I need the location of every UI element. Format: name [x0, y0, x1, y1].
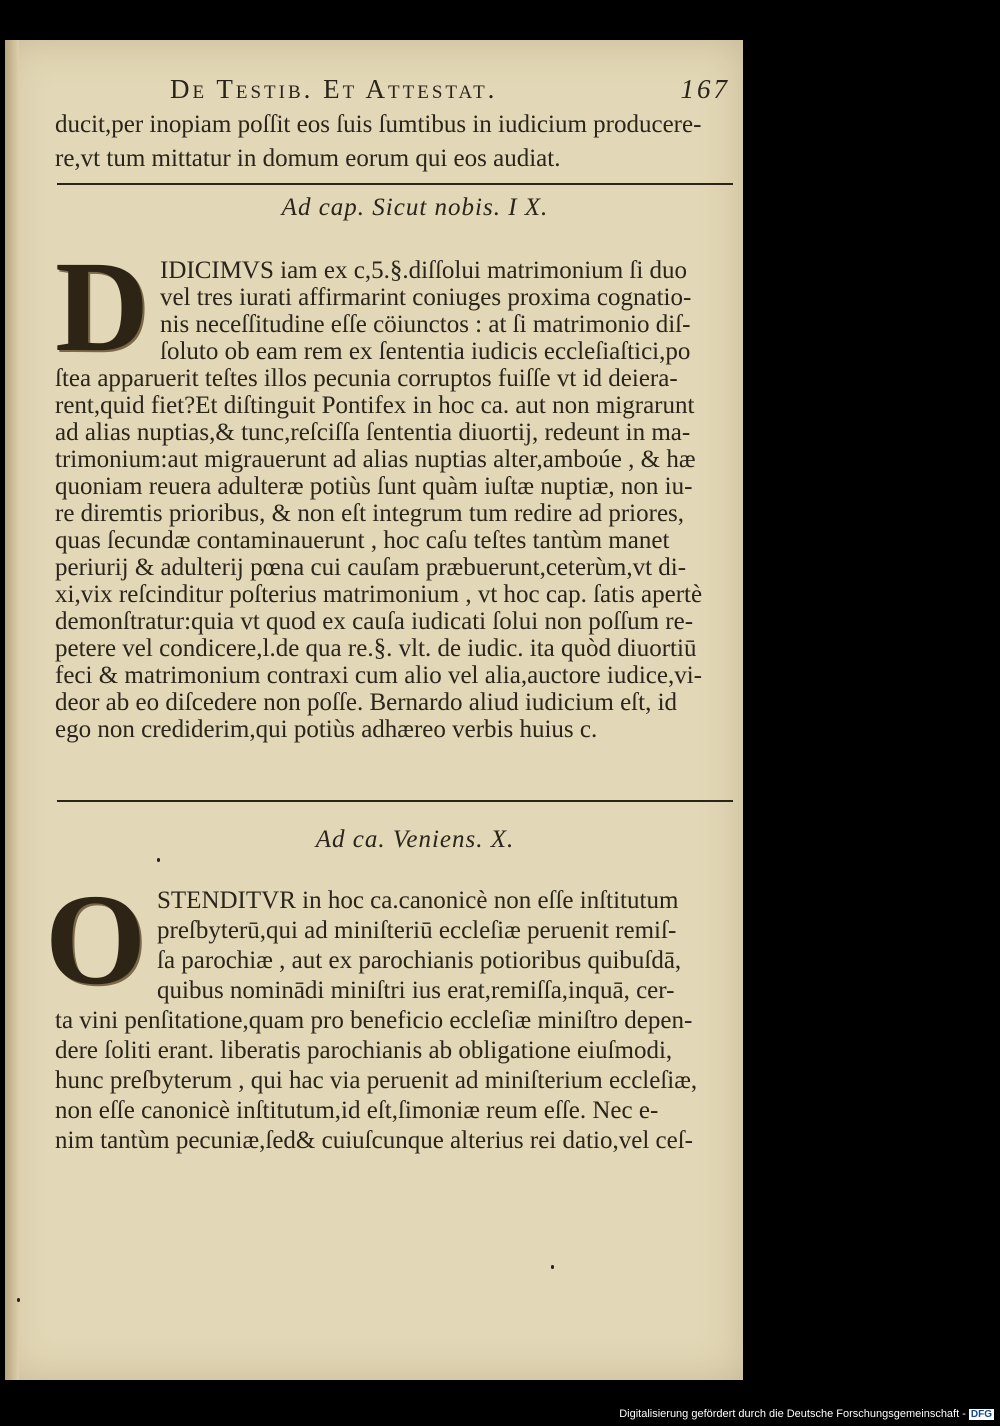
- text-line: petere vel condicere,l.de qua re.§. vlt. de iudic. ita quòd diuortiū: [55, 635, 697, 662]
- text-line: demonſtratur:quia vt quod ex cauſa iudicati ſolui non poſſum re-: [55, 608, 694, 635]
- drop-cap: O: [45, 868, 147, 1012]
- ink-speck: [551, 1265, 554, 1269]
- text-line: ſa parochiæ , aut ex parochianis potioribus quibuſdā,: [157, 947, 682, 974]
- ink-speck: [17, 1298, 20, 1302]
- text-line: dere ſoliti erant. liberatis parochianis ab obligatione eiuſmodi,: [55, 1037, 673, 1064]
- text-line: quas ſecundæ contaminauerunt , hoc caſu teſtes tantùm manet: [55, 527, 670, 554]
- text-line: STENDITVR in hoc ca.canonicè non eſſe inſtitutum: [157, 887, 679, 914]
- text-line: ad alias nuptias,& tunc,reſciſſa ſententia diuortij, redeunt in ma-: [55, 419, 691, 446]
- text-line: vel tres iurati affirmarint coniuges proxima cognatio-: [160, 284, 692, 311]
- section-heading: Ad ca. Veniens. X.: [315, 826, 515, 853]
- text-line: ſtea apparuerit teſtes illos pecunia corruptos fuiſſe vt id deiera-: [55, 365, 678, 392]
- section-rule: [57, 800, 733, 802]
- text-line: ducit,per inopiam poſſit eos ſuis ſumtibus in iudicium producere-: [55, 111, 702, 138]
- text-line: quoniam reuera adulteræ potiùs ſunt quàm iuſtæ nuptiæ, non iu-: [55, 473, 693, 500]
- text-line: xi,vix reſcinditur poſterius matrimonium , vt hoc cap. ſatis apertè: [55, 581, 703, 608]
- section-rule: [57, 183, 733, 185]
- text-line: ta vini penſitatione,quam pro beneficio eccleſiæ miniſtro depen-: [55, 1007, 693, 1034]
- text-line: ego non crediderim,qui potiùs adhæreo verbis huius c.: [55, 716, 598, 743]
- section-heading: Ad cap. Sicut nobis. I X.: [281, 194, 549, 221]
- text-line: IDICIMVS iam ex c,5.§.diſſolui matrimonium ſi duo: [160, 257, 688, 284]
- text-line: feci & matrimonium contraxi cum alio vel alia,auctore iudice,vi-: [55, 662, 702, 689]
- ink-speck: [157, 858, 160, 862]
- page-number: 167: [680, 74, 730, 104]
- text-line: re diremtis prioribus, & non eſt integrum tum redire ad priores,: [55, 500, 685, 527]
- text-line: trimonium:aut migrauerunt ad alias nuptias alter,amboúe , & hæ: [55, 446, 696, 473]
- running-header: [170, 74, 730, 110]
- dfg-logo: DFG: [970, 1409, 992, 1420]
- text-line: nis neceſſitudine eſſe cöiunctos : at ſi matrimonio diſ-: [160, 311, 691, 338]
- page-binding-edge: [5, 40, 19, 1380]
- drop-cap: D: [55, 235, 149, 379]
- text-line: quibus nominādi miniſtri ius erat,remiſſa,inquā, cer-: [157, 977, 675, 1004]
- running-title: De Testib. Et Attestat.: [170, 74, 498, 104]
- text-line: rent,quid fiet?Et diſtinguit Pontifex in hoc ca. aut non migrarunt: [55, 392, 695, 419]
- text-line: hunc preſbyterum , qui hac via peruenit ad miniſterium eccleſiæ,: [55, 1067, 698, 1094]
- text-line: nim tantùm pecuniæ,ſed& cuiuſcunque alterius rei datio,vel ceſ-: [55, 1127, 694, 1154]
- text-line: periurij & adulterij pœna cui cauſam præbuerunt,ceterùm,vt di-: [55, 554, 687, 581]
- text-line: re,vt tum mittatur in domum eorum qui eos audiat.: [55, 145, 561, 172]
- text-line: non eſſe canonicè inſtitutum,id eſt,ſimoniæ reum eſſe. Nec e-: [55, 1097, 659, 1124]
- credit-text: Digitalisierung gefördert durch die Deutsche Forschungsgemeinschaft -: [619, 1408, 966, 1420]
- text-line: preſbyterū,qui ad miniſteriū eccleſiæ peruenit remiſ-: [157, 917, 677, 944]
- digitization-credit: [619, 1408, 994, 1420]
- text-line: ſoluto ob eam rem ex ſententia iudicis eccleſiaſtici,po: [160, 338, 691, 365]
- text-line: deor ab eo diſcedere non poſſe. Bernardo aliud iudicium eſt, id: [55, 689, 678, 716]
- book-page: [5, 40, 743, 1380]
